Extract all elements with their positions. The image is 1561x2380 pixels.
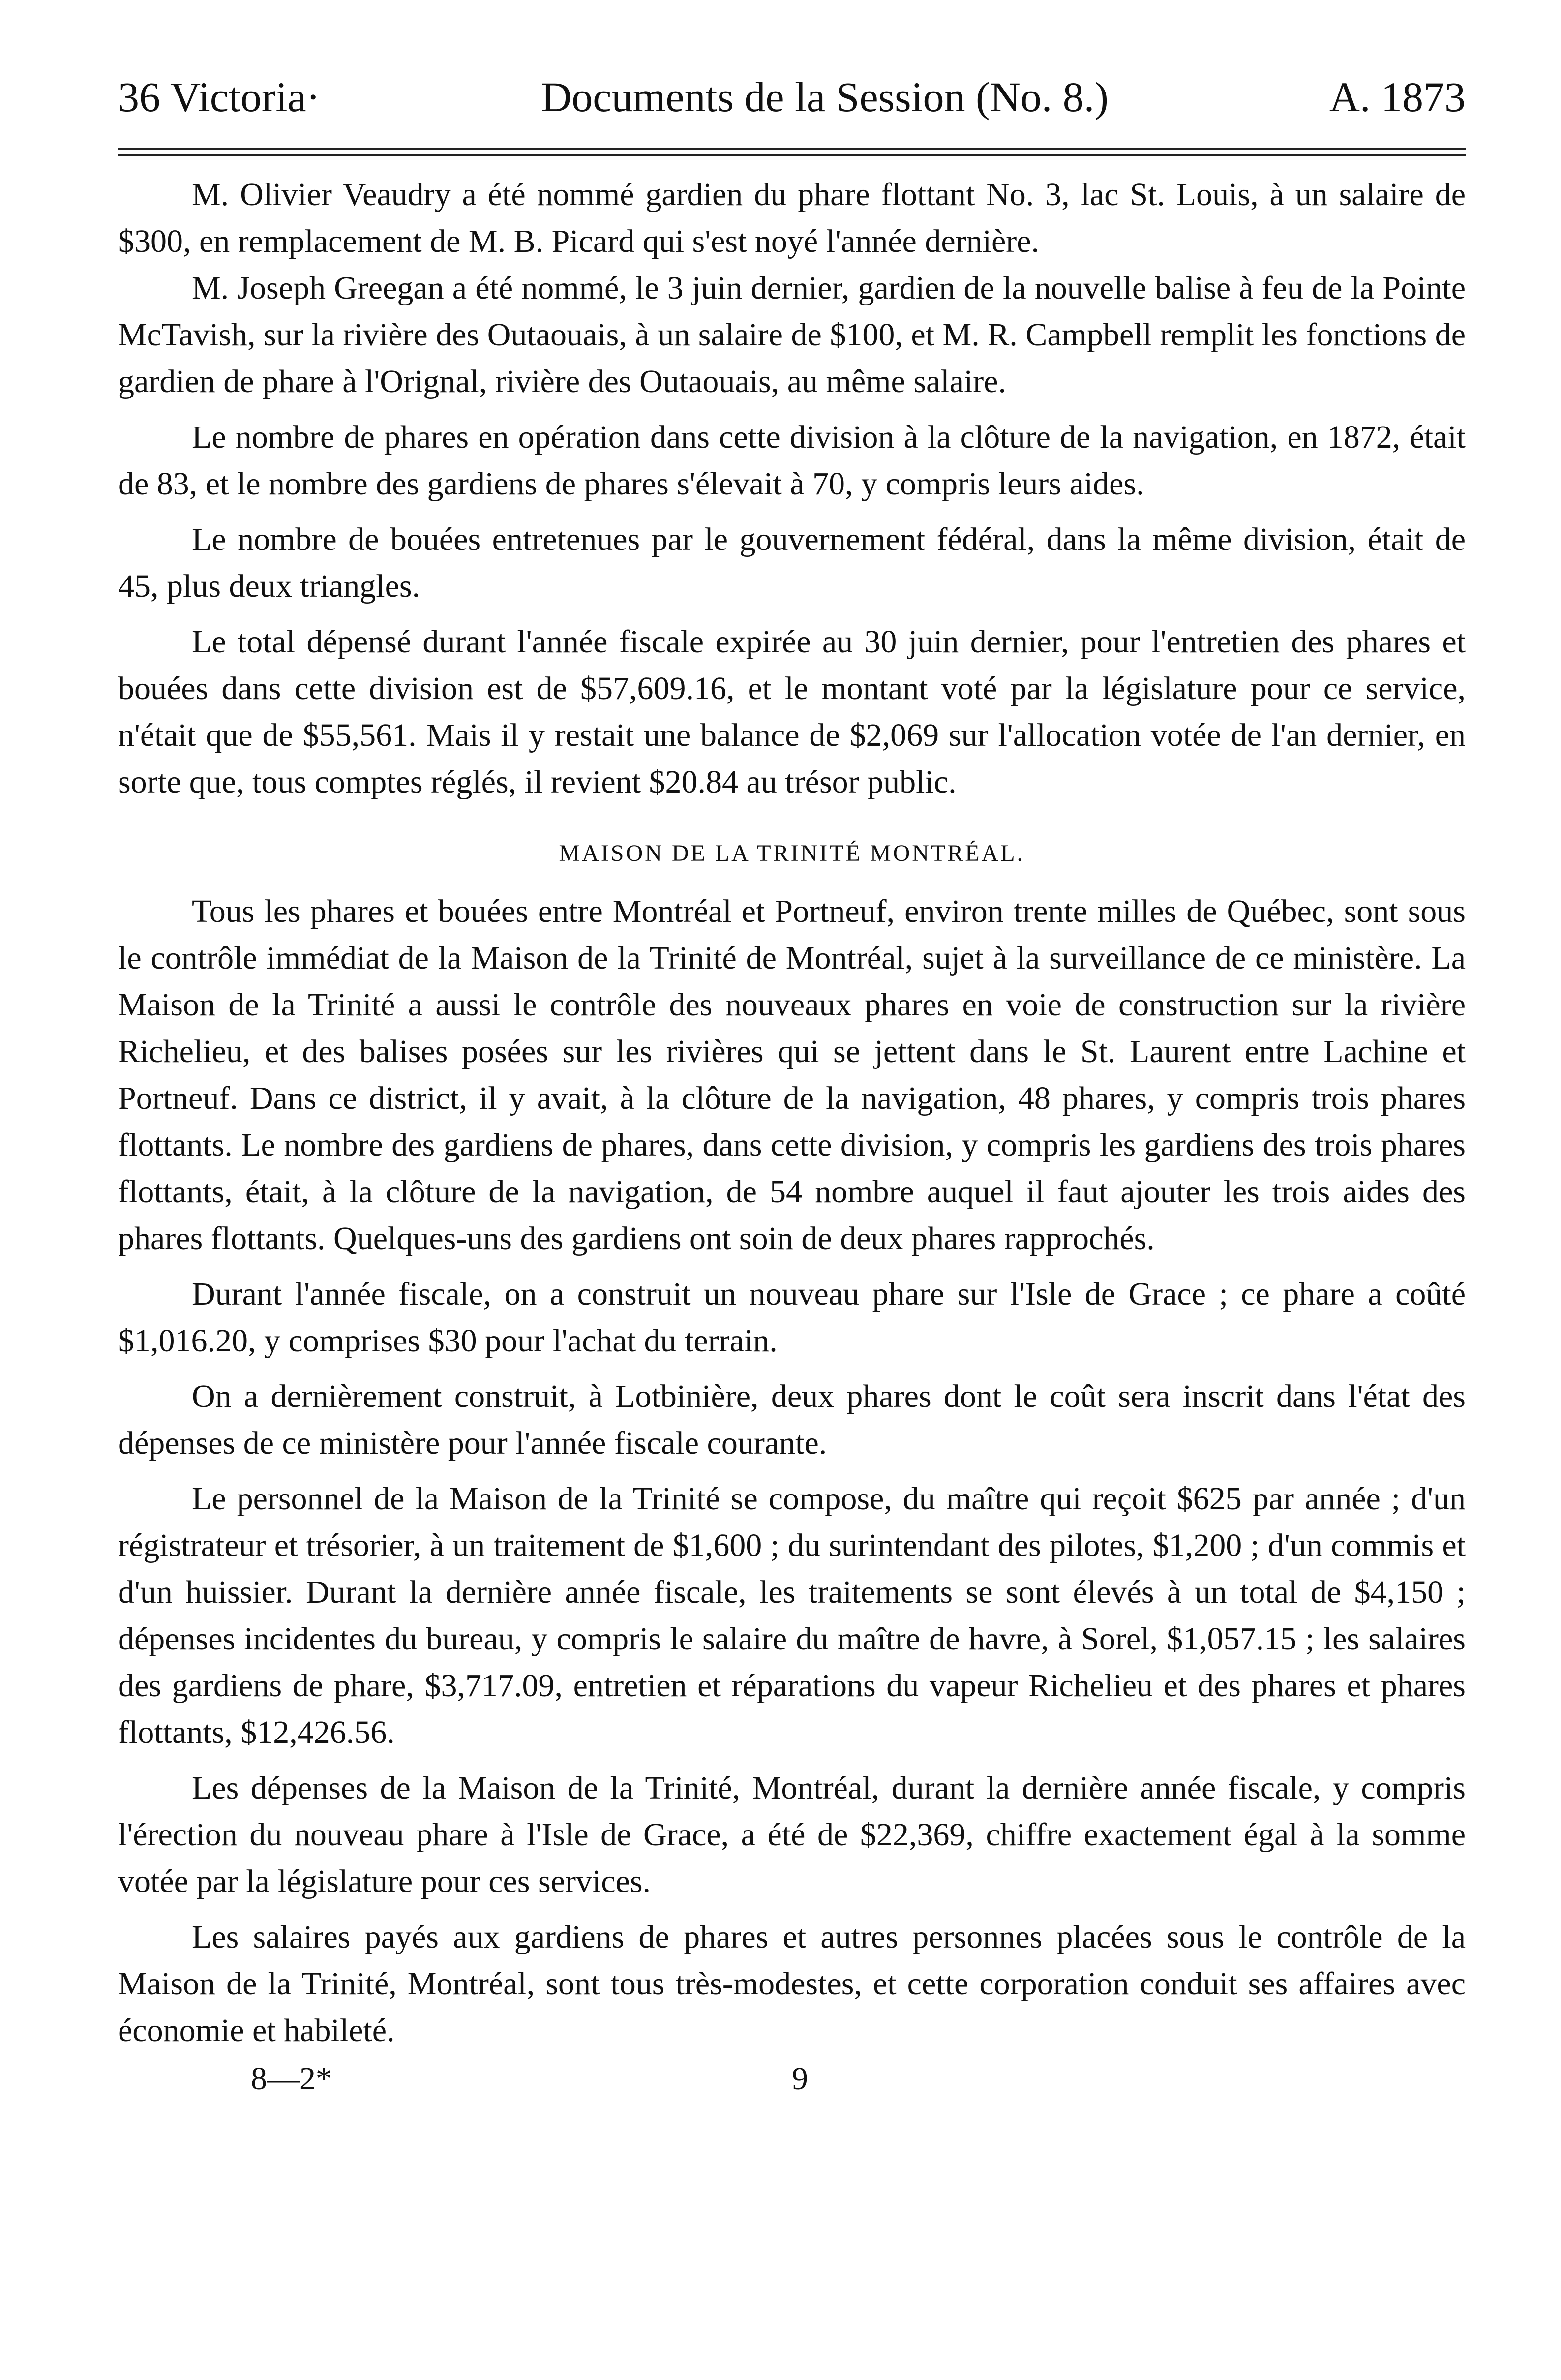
paragraph: M. Olivier Veaudry a été nommé gardien du phare flottant No. 3, lac St. Louis, à un salaire de $300, en remplacement de M. B. Picard qui s'est noyé l'année dernière. — [118, 177, 1466, 259]
paragraph: Durant l'année fiscale, on a construit un nouveau phare sur l'Isle de Grace ; ce phare a coûté $1,016.20, y comprises $30 pour l'achat du terrain. — [118, 1276, 1466, 1359]
paragraph: Tous les phares et bouées entre Montréal et Portneuf, environ trente milles de Québec, sont sous le contrôle immédiat de la Maison de la Trinité de Montréal, sujet à la surveillance de ce ministère. La Maison de la Trinité a aussi le contrôle des nouveaux phares en voie de construction sur la rivière Richelieu, et des balises posées sur les rivières qui se jettent dans le St. Laurent entre Lachine et Portneuf. Dans ce district, il y avait, à la clôture de la navigation, 48 phares, y compris trois phares flottants. Le nombre des gardiens de phares, dans cette division, y compris les gardiens des trois phares flottants, était, à la clôture de la navigation, de 54 nombre auquel il faut ajouter les trois aides des phares flottants. Quelques-uns des gardiens ont soin de deux phares rapprochés. — [118, 893, 1466, 1256]
paragraph: Le personnel de la Maison de la Trinité se compose, du maître qui reçoit $625 par année ; d'un régistrateur et trésorier, à un traitement de $1,600 ; du surintendant des pilotes, $1,200 ; d'un commis et d'un huissier. Durant la dernière année fiscale, les traitements se sont élevés à un total de $4,150 ; dépenses incidentes du bureau, y compris le salaire du maître de havre, à Sorel, $1,057.15 ; les salaires des gardiens de phare, $3,717.09, entretien et réparations du vapeur Richelieu et des phares et phares flottants, $12,426.56. — [118, 1481, 1466, 1750]
section-heading: MAISON DE LA TRINITÉ MONTRÉAL. — [559, 840, 1025, 866]
paragraph: Le nombre de phares en opération dans cette division à la clôture de la navigation, en 1872, était de 83, et le nombre des gardiens de phares s'élevait à 70, y compris leurs aides. — [118, 419, 1466, 502]
header-year: A. 1873 — [1329, 73, 1466, 121]
paragraph: Les dépenses de la Maison de la Trinité, Montréal, durant la dernière année fiscale, y compris l'érection du nouveau phare à l'Isle de Grace, a été de $22,369, chiffre exactement égal à la somme votée par la législature pour ces services. — [118, 1770, 1466, 1899]
paragraph: Le nombre de bouées entretenues par le gouvernement fédéral, dans la même division, était de 45, plus deux triangles. — [118, 521, 1466, 604]
header-session: 36 Victoria· — [118, 73, 321, 121]
paragraph: Le total dépensé durant l'année fiscale expirée au 30 juin dernier, pour l'entretien des phares et bouées dans cette division est de $57,609.16, et le montant voté par la législature pour ce service, n'était que de $55,561. Mais il y restait une balance de $2,069 sur l'allocation votée de l'an dernier, en sorte que, tous comptes réglés, il revient $20.84 au trésor public. — [118, 624, 1466, 800]
running-header — [118, 74, 1466, 148]
header-rule-top — [118, 148, 1466, 150]
page-footer — [118, 2057, 1466, 2101]
paragraph: On a dernièrement construit, à Lotbinière, deux phares dont le coût sera inscrit dans l'état des dépenses de ce ministère pour l'année fiscale courante. — [118, 1378, 1466, 1461]
page-number: 9 — [792, 2061, 808, 2097]
paragraph: Les salaires payés aux gardiens de phares et autres personnes placées sous le contrôle de la Maison de la Trinité, Montréal, sont tous très-modestes, et cette corporation conduit ses affaires avec économie et habileté. — [118, 1919, 1466, 2048]
body-text — [118, 171, 1466, 2054]
paragraph: M. Joseph Greegan a été nommé, le 3 juin dernier, gardien de la nouvelle balise à feu de la Pointe McTavish, sur la rivière des Outaouais, à un salaire de $100, et M. R. Campbell remplit les fonctions de gardien de phare à l'Orignal, rivière des Outaouais, au même salaire. — [118, 270, 1466, 399]
signature-mark: 8—2* — [251, 2061, 332, 2097]
document-page — [118, 74, 1466, 2101]
header-rule-bottom — [118, 154, 1466, 156]
header-title: Documents de la Session (No. 8.) — [541, 73, 1109, 121]
